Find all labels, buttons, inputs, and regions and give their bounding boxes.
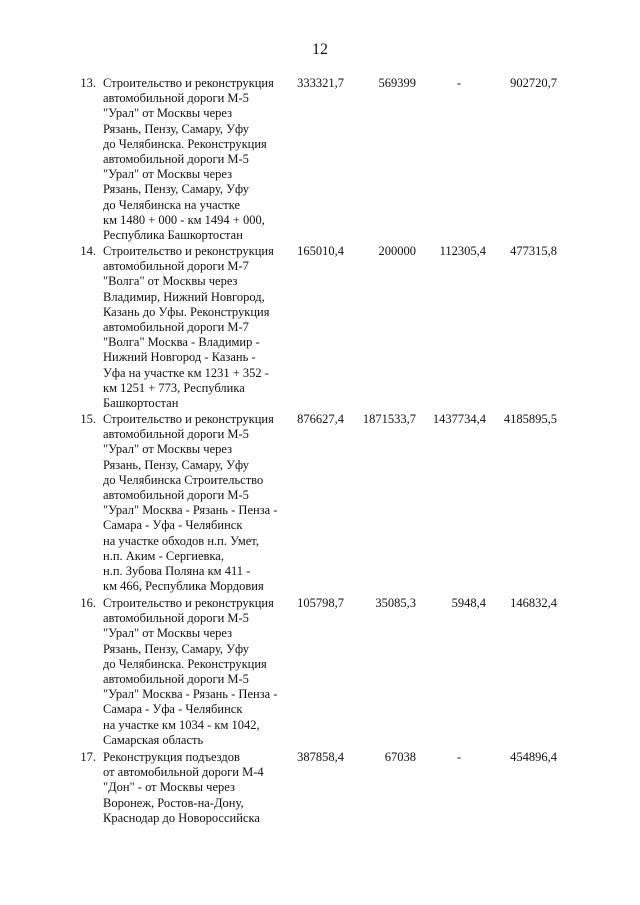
- row-description: [103, 750, 293, 826]
- value-col-4: 902720,7: [510, 76, 557, 90]
- row-description: [103, 244, 293, 411]
- description-line: Башкортостан: [103, 396, 179, 411]
- description-line: автомобильной дороги М-5: [103, 488, 249, 503]
- value-col-2: 569399: [378, 76, 416, 90]
- value-col-1: 165010,4: [297, 244, 344, 258]
- description-line: на участке обходов н.п. Умет,: [103, 533, 259, 548]
- description-line: от автомобильной дороги М-4: [103, 765, 264, 780]
- description-line: "Урал" от Москвы через: [103, 442, 233, 457]
- description-line: до Челябинска. Реконструкция: [103, 656, 267, 671]
- description-line: Самарская область: [103, 732, 204, 747]
- row-description: [103, 412, 293, 594]
- description-line: "Волга" от Москвы через: [103, 274, 238, 289]
- description-line: Казань до Уфы. Реконструкция: [103, 304, 270, 319]
- row-description: [103, 76, 293, 243]
- row-number: 17.: [80, 750, 96, 764]
- description-line: Рязань, Пензу, Самару, Уфу: [103, 457, 250, 472]
- description-line: км 1480 + 000 - км 1494 + 000,: [103, 212, 265, 227]
- description-line: Самара - Уфа - Челябинск: [103, 518, 243, 533]
- value-col-3: -: [456, 750, 461, 764]
- description-line: Реконструкция подъездов: [103, 750, 240, 764]
- description-line: Строительство и реконструкция: [103, 76, 274, 90]
- description-line: до Челябинска. Реконструкция: [103, 136, 267, 151]
- value-col-3: 1437734,4: [432, 412, 486, 426]
- value-col-4: 4185895,5: [503, 412, 557, 426]
- page-number: 12: [312, 41, 328, 58]
- value-col-3: 112305,4: [439, 244, 486, 258]
- description-line: "Урал" Москва - Рязань - Пенза -: [103, 687, 278, 702]
- description-line: Строительство и реконструкция: [103, 412, 274, 426]
- value-col-2: 1871533,7: [362, 412, 416, 426]
- description-line: автомобильной дороги М-5: [103, 152, 249, 167]
- description-line: "Волга" Москва - Владимир -: [103, 335, 260, 350]
- description-line: до Челябинска на участке: [103, 197, 241, 212]
- description-line: Краснодар до Новороссийска: [103, 810, 260, 825]
- description-line: Республика Башкортостан: [103, 228, 243, 243]
- description-line: Рязань, Пензу, Самару, Уфу: [103, 121, 250, 136]
- value-col-2: 200000: [378, 244, 416, 258]
- description-line: Владимир, Нижний Новгород,: [103, 289, 265, 304]
- value-col-3: 5948,4: [451, 596, 486, 610]
- description-line: на участке км 1034 - км 1042,: [103, 717, 260, 732]
- value-col-3: -: [456, 76, 461, 90]
- value-col-2: 67038: [384, 750, 416, 764]
- description-line: "Урал" от Москвы через: [103, 167, 233, 182]
- description-line: автомобильной дороги М-5: [103, 611, 249, 626]
- value-col-1: 876627,4: [297, 412, 344, 426]
- value-col-2: 35085,3: [375, 596, 416, 610]
- value-col-1: 105798,7: [297, 596, 344, 610]
- row-number: 13.: [80, 76, 96, 90]
- value-col-4: 454896,4: [510, 750, 557, 764]
- description-line: "Урал" от Москвы через: [103, 106, 233, 121]
- value-col-1: 333321,7: [297, 76, 344, 90]
- row-number: 15.: [80, 412, 96, 426]
- description-line: до Челябинска Строительство: [103, 472, 264, 487]
- description-line: Рязань, Пензу, Самару, Уфу: [103, 182, 250, 197]
- description-line: автомобильной дороги М-7: [103, 259, 249, 274]
- description-line: Строительство и реконструкция: [103, 244, 274, 258]
- description-line: автомобильной дороги М-7: [103, 320, 249, 335]
- description-line: Уфа на участке км 1231 + 352 -: [103, 365, 269, 380]
- value-col-4: 477315,8: [510, 244, 557, 258]
- value-col-1: 387858,4: [297, 750, 344, 764]
- description-line: Воронеж, Ростов-на-Дону,: [103, 795, 244, 810]
- description-line: н.п. Аким - Сергиевка,: [103, 548, 224, 563]
- description-line: автомобильной дороги М-5: [103, 427, 249, 442]
- description-line: Самара - Уфа - Челябинск: [103, 702, 243, 717]
- description-line: Нижний Новгород - Казань -: [103, 350, 256, 365]
- description-line: км 466, Республика Мордовия: [103, 579, 264, 594]
- description-line: "Урал" Москва - Рязань - Пенза -: [103, 503, 278, 518]
- row-number: 14.: [80, 244, 96, 258]
- description-line: Рязань, Пензу, Самару, Уфу: [103, 641, 250, 656]
- description-line: автомобильной дороги М-5: [103, 91, 249, 106]
- description-line: Строительство и реконструкция: [103, 596, 274, 610]
- description-line: н.п. Зубова Поляна км 411 -: [103, 564, 251, 579]
- description-line: "Дон" - от Москвы через: [103, 780, 235, 795]
- description-line: автомобильной дороги М-5: [103, 672, 249, 687]
- row-description: [103, 596, 293, 748]
- description-line: км 1251 + 773, Республика: [103, 380, 245, 395]
- description-line: "Урал" от Москвы через: [103, 626, 233, 641]
- value-col-4: 146832,4: [510, 596, 557, 610]
- row-number: 16.: [80, 596, 96, 610]
